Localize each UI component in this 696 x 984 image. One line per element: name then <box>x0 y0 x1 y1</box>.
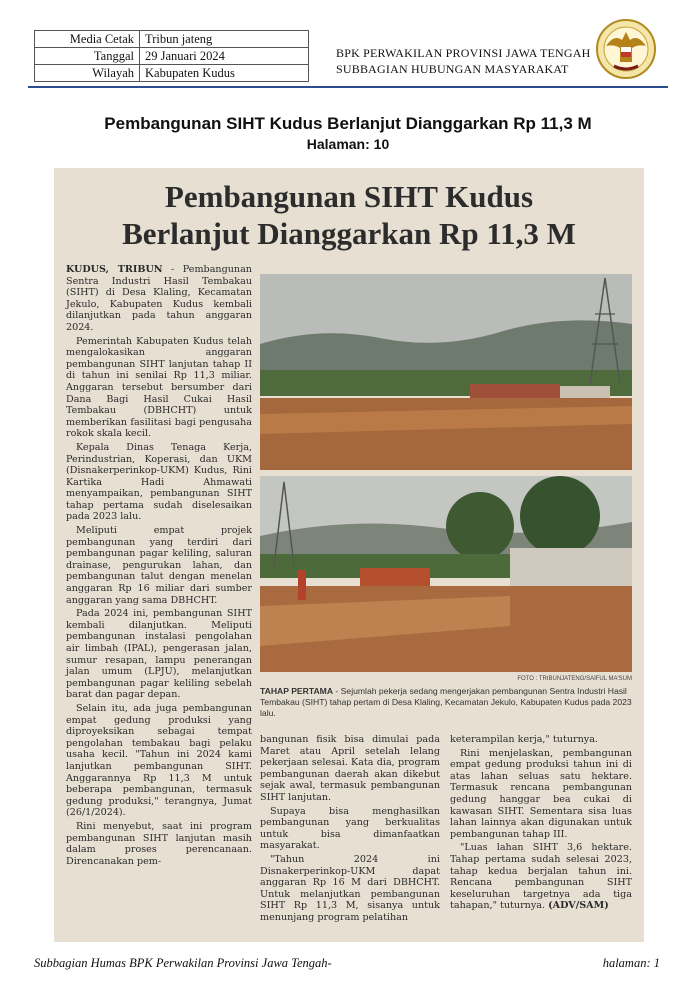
date-label: Tanggal <box>35 48 140 65</box>
document-title: Pembangunan SIHT Kudus Berlanjut Dianggarkan Rp 11,3 M <box>104 114 592 133</box>
headline-line-1: Pembangunan SIHT Kudus <box>164 179 534 214</box>
header-divider <box>28 86 668 88</box>
article-column-3 <box>450 734 632 914</box>
article-headline <box>54 178 644 252</box>
paragraph: Meliputi empat projek pembangunan yang terdiri dari pembangunan pagar keliling, saluran drainase, pengurukan lahan, dan pembangunan talut dengan menelan anggaran Rp 16 miliar dari sumber anggaran yang sama DBHCHT. <box>66 525 252 606</box>
lead-paragraph <box>66 264 252 334</box>
paragraph: Pemerintah Kabupaten Kudus telah mengalokasikan anggaran pembangunan SIHT lanjutan tahap II di tahun ini senilai Rp 11,3 miliar. Anggaran tersebut bersumber dari Dana Bagi Hasil Cukai Hasil Tembakau (DBHCHT) untuk memberikan fasilitasi bagi pengusaha rokok skala kecil. <box>66 335 252 440</box>
paragraph: Rini menjelaskan, pembangunan empat gedung produksi tahun ini di atas lahan seluas satu hektare. Termasuk rencana pembangunan gedung hanggar bea cukai di kawasan SIHT. Sementara sisa luas lahan lainnya akan digunakan untuk pembangunan tahap III. <box>450 747 632 840</box>
paragraph: Supaya bisa menghasilkan pembangunan yang berkualitas untuk bisa dimanfaatkan masyarakat. <box>260 805 440 852</box>
org-line-1: BPK PERWAKILAN PROVINSI JAWA TENGAH <box>336 46 591 60</box>
headline-line-2: Berlanjut Dianggarkan Rp 11,3 M <box>122 216 576 251</box>
photo-credit: FOTO : TRIBUNJATENG/SAIFUL MA'SUM <box>517 676 632 682</box>
dateline: KUDUS, TRIBUN <box>66 264 163 275</box>
org-line-2: SUBBAGIAN HUBUNGAN MASYARAKAT <box>336 62 569 76</box>
construction-photo-2 <box>260 476 632 672</box>
media-label: Media Cetak <box>35 31 140 48</box>
caption-label: TAHAP PERTAMA <box>260 686 334 696</box>
media-info-table <box>34 30 309 82</box>
closing-text: "Luas lahan SIHT 3,6 hektare. Tahap pertama sudah selesai 2023, tahap kedua berjalan tahun ini. Rencana pembangunan SIHT keseluruhan targetnya ada tiga tahapan," tuturnya. <box>450 842 632 912</box>
paragraph: bangunan fisik bisa dimulai pada Maret atau April setelah lelang pekerjaan selesai. Kata dia, program pembangunan daerah akan dikebut sejak awal, termasuk pembangunan SIHT lanjutan. <box>260 734 440 803</box>
signoff: (ADV/SAM) <box>548 900 609 912</box>
paragraph: Selain itu, ada juga pembangunan empat gedung produksi yang diproyeksikan sebagai tempat pengolahan tembakau bagi pelaku usaha kecil. "Tahun ini 2024 kami lanjutkan pembangunan SIHT. Anggarannya Rp 11,3 M untuk beberapa pembangunan, termasuk gedung produksi," terangnya, Jumat (26/1/2024). <box>66 702 252 819</box>
date-value: 29 Januari 2024 <box>140 48 309 65</box>
region-value: Kabupaten Kudus <box>140 65 309 82</box>
paragraph <box>450 842 632 912</box>
org-name <box>336 45 591 77</box>
article-column-1 <box>66 264 252 869</box>
page-number: Halaman: 10 <box>306 136 390 152</box>
caption-text: - Sejumlah pekerja sedang mengerjakan pembangunan Sentra Industri Hasil Tembakau (SIHT) tahap pertam di Desa Klaling, Kecamatan Jekulo, Kabupaten Kudus pada 2023 lalu. <box>260 686 632 718</box>
paragraph: keterampilan kerja," tuturnya. <box>450 734 598 745</box>
article-column-2 <box>260 734 440 926</box>
construction-photo-1 <box>260 274 632 470</box>
footer-left: Subbagian Humas BPK Perwakilan Provinsi Jawa Tengah- <box>34 956 332 970</box>
media-value: Tribun jateng <box>140 31 309 48</box>
paragraph: Kepala Dinas Tenaga Kerja, Perindustrian, Koperasi, dan UKM (Disnakerperinkop-UKM) Kudus, Rini Kartika Hadi Ahmawati menyampaikan, pembangunan SIHT tahap pertama sudah diselesaikan pada 2023 lalu. <box>66 441 252 523</box>
newspaper-clipping <box>54 168 644 942</box>
paragraph: Pada 2024 ini, pembangunan SIHT kembali dilanjutkan. Meliputi pembangunan instalasi pengolahan air limbah (IPAL), pengerasan jalan, sumur resapan, lampu penerangan jalan umum (LPJU), melanjutkan pembangunan pagar keliling sebelah barat dan pagar depan. <box>66 608 252 701</box>
footer-page: halaman: 1 <box>602 956 660 970</box>
paragraph: "Tahun 2024 ini Disnakerperinkop-UKM dapat anggaran Rp 16 M dari DBHCHT. Untuk melanjutkan pembangunan SIHT Rp 11,3 M, sisanya untuk menunjang program pelatihan <box>260 853 440 923</box>
photo-caption <box>260 686 632 719</box>
lead-text: - Pembangunan Sentra Industri Hasil Tembakau (SIHT) di Desa Klaling, Kecamatan Jekulo, Kabupaten Kudus kembali dilanjutkan pada tahun anggaran 2024. <box>66 264 252 333</box>
garuda-emblem-icon <box>592 18 660 80</box>
paragraph: Rini menyebut, saat ini program pembangunan SIHT lanjutan masih dalam proses perencanaan. Direncanakan pem- <box>66 820 252 867</box>
region-label: Wilayah <box>35 65 140 82</box>
